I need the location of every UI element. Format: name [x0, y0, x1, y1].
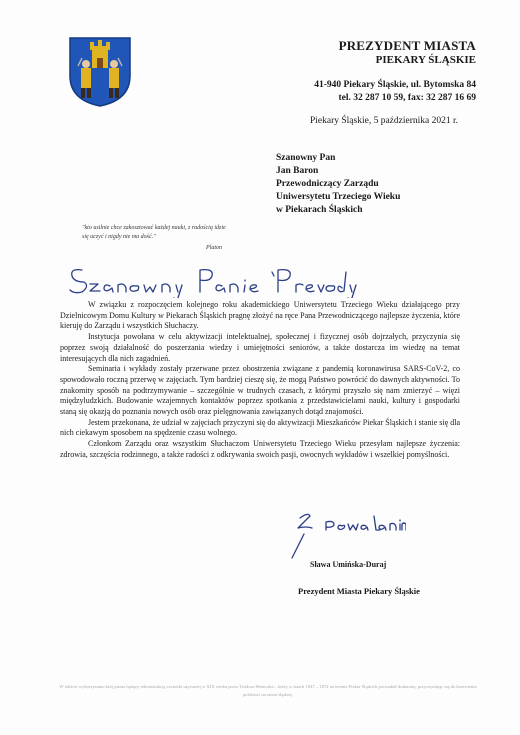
handwritten-salutation: [60, 258, 360, 298]
epigraph-author: Platon: [206, 245, 222, 251]
footnote: W tekście wykorzystano krój pisma będący rekonstrukcją czcionki używanej w XIX wieku przez Teodora Heneczka – który w latach 1847 – 1872 na terenie Piekar Śląskich prowadził drukarnię, przyczyniając się do krzewienia polskości na ziemi śląskiej.: [59, 684, 477, 697]
body-paragraph: W związku z rozpoczęciem kolejnego roku akademickiego Uniwersytetu Trzeciego Wieku działającego przy Dzielnicowym Domu Kultury w Piekarach Śląskich pragnę złożyć na ręce Pana Przewodniczącego najlepsze życzenia, które kieruję do Zarządu i wszystkich Słuchaczy.: [60, 300, 460, 331]
office-phone-fax: tel. 32 287 10 59, fax: 32 287 16 69: [338, 93, 476, 103]
body-paragraph: Członkom Zarządu oraz wszystkim Słuchaczom Uniwersytetu Trzeciego Wieku przesyłam najlepsze życzenia: zdrowia, szczęścia rodzinnego, a także radości z odkrywania swoich pasji, owocnych wykładów i wszelkiej pomyślności.: [60, 439, 460, 459]
signer-name: Sława Umińska-Duraj: [310, 560, 387, 569]
handwritten-signature: [286, 506, 406, 566]
letter-body: [60, 300, 460, 461]
recipient-line: Uniwersytetu Trzeciego Wieku: [276, 192, 401, 202]
signer-title: Prezydent Miasta Piekary Śląskie: [298, 586, 420, 596]
epigraph-quote: "kto usilnie chce zakosztować każdej nauki, z radością idzie się uczyć i nigdy nie ma dość.": [82, 225, 226, 240]
letter-date: Piekary Śląskie, 5 października 2021 r.: [309, 116, 458, 126]
body-paragraph: Jestem przekonana, że udział w zajęciach przyczyni się do aktywizacji Mieszkańców Piekar Śląskich i stanie się dla nich ciekawym sposobem na spędzenie czasu wolnego.: [60, 417, 460, 438]
recipient-line: Szanowny Pan: [276, 153, 336, 163]
office-address: 41-940 Piekary Śląskie, ul. Bytomska 84: [314, 80, 476, 90]
body-paragraph: Seminaria i wykłady zostały przerwane przez obostrzenia związane z pandemią koronawirusa SARS-CoV-2, co spowodowało roczną przerwę w zajęciach. Tym bardziej cieszę się, że mogą Państwo powrócić do dawnych aktywności. To znakomity sposób na podtrzymywanie – szczególnie w trudnych czasach, z którymi przyszło się nam zmierzyć – więzi międzyludzkich. Budowanie wzajemnych kontaktów poprzez spotkania z przedstawicielami nauki, kultury i gospodarki staną się okazją do poznania nowych osób oraz pielęgnowania zawiązanych dotąd znajomości.: [60, 364, 460, 417]
recipient-line: Przewodniczący Zarządu: [276, 179, 379, 189]
city-name: PIEKARY ŚLĄSKIE: [375, 54, 476, 66]
body-paragraph: Instytucja powołana w celu aktywizacji intelektualnej, społecznej i fizycznej osób dojrzałych, przyczynia się poprzez swoją działalność do poszerzania wiedzy i umiejętności seniorów, a także dostarcza im wiedzę na temat interesujących dla nich zagadnień.: [60, 332, 460, 363]
office-title: PREZYDENT MIASTA: [338, 38, 476, 53]
city-crest-icon: [68, 36, 132, 108]
recipient-line: Jan Baron: [276, 166, 319, 176]
recipient-line: w Piekarach Śląskich: [276, 205, 363, 215]
recipient-block: [276, 152, 400, 217]
